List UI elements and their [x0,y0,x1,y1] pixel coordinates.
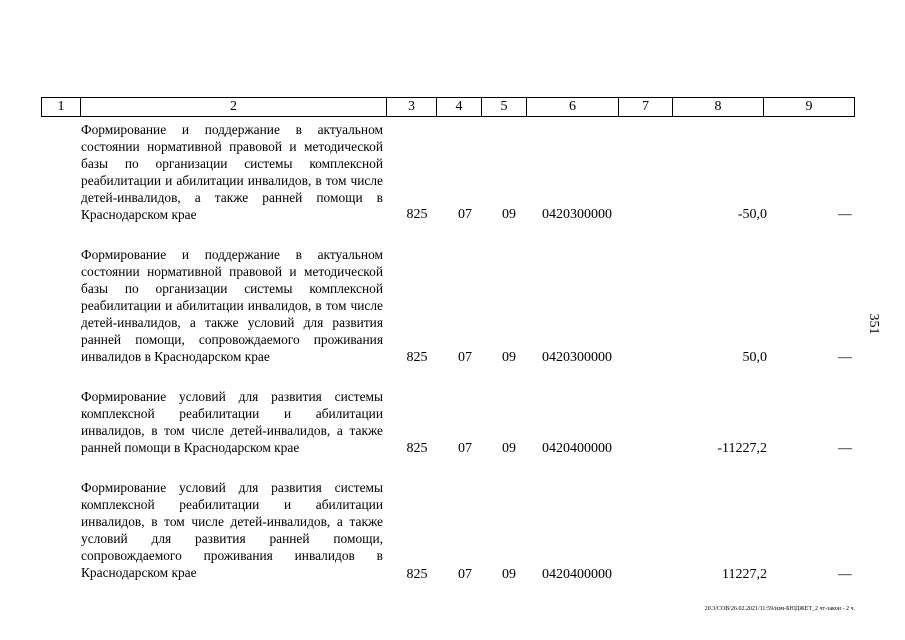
row-4-col-9: — [838,567,852,582]
column-header-3: 3 [387,98,437,117]
row-3-col-9: — [838,441,852,456]
row-1-col-4: 07 [458,207,472,222]
row-3-col-6: 0420400000 [542,441,612,456]
column-header-9: 9 [764,98,855,117]
row-1-col-3: 825 [406,207,428,222]
row-1-col-5: 09 [502,207,516,222]
row-1-col-8: -50,0 [737,207,767,222]
row-4-col-6: 0420400000 [542,567,612,582]
row-4-col-8: 11227,2 [722,567,767,582]
row-2-col-8: 50,0 [742,350,767,365]
row-2-col-3: 825 [406,350,428,365]
column-header-row [42,98,855,117]
row-2-description: Формирование и поддержание в актуальном состоянии нормативной правовой и методической базы по организации системы комплексной реабилитации и абилитации инвалидов, в том числе детей-инвалидов, а также условий для развития ранней помощи, сопровождаемого проживания инвалидов в Краснодарском крае [81,247,383,364]
row-2-col-4: 07 [458,350,472,365]
row-3-col-8: -11227,2 [717,441,767,456]
row-3-col-3: 825 [406,441,428,456]
row-1-description: Формирование и поддержание в актуальном состоянии нормативной правовой и методической базы по организации системы комплексной реабилитации и абилитации инвалидов, в том числе детей-инвалидов, а также ранней помощи в Краснодарском крае [81,122,383,222]
column-header-5: 5 [482,98,527,117]
footer-document-id: 20.3/СОВ/26.02.2021/11:59/изм-БЮДЖЕТ_2 чт-закон - 2 ч. [704,606,855,612]
row-3-col-4: 07 [458,441,472,456]
column-header-6: 6 [527,98,619,117]
column-header-8: 8 [673,98,764,117]
page-number: 351 [866,313,881,335]
column-header-1: 1 [42,98,81,117]
row-4-col-4: 07 [458,567,472,582]
row-3-col-5: 09 [502,441,516,456]
row-2-col-6: 0420300000 [542,350,612,365]
row-3-description: Формирование условий для развития системы комплексной реабилитации и абилитации инвалидов, в том числе детей-инвалидов, а также ранней помощи в Краснодарском крае [81,389,383,455]
column-header-2: 2 [81,98,387,117]
row-1-col-6: 0420300000 [542,207,612,222]
column-header-table [41,97,855,117]
column-header-4: 4 [437,98,482,117]
row-4-col-5: 09 [502,567,516,582]
row-4-description: Формирование условий для развития системы комплексной реабилитации и абилитации инвалидов, в том числе детей-инвалидов, а также условий для развития ранней помощи, сопровождаемого проживания инвалидов в Краснодарском крае [81,480,383,580]
row-2-col-9: — [838,350,852,365]
row-4-col-3: 825 [406,567,428,582]
row-2-col-5: 09 [502,350,516,365]
column-header-7: 7 [619,98,673,117]
row-1-col-9: — [838,207,852,222]
